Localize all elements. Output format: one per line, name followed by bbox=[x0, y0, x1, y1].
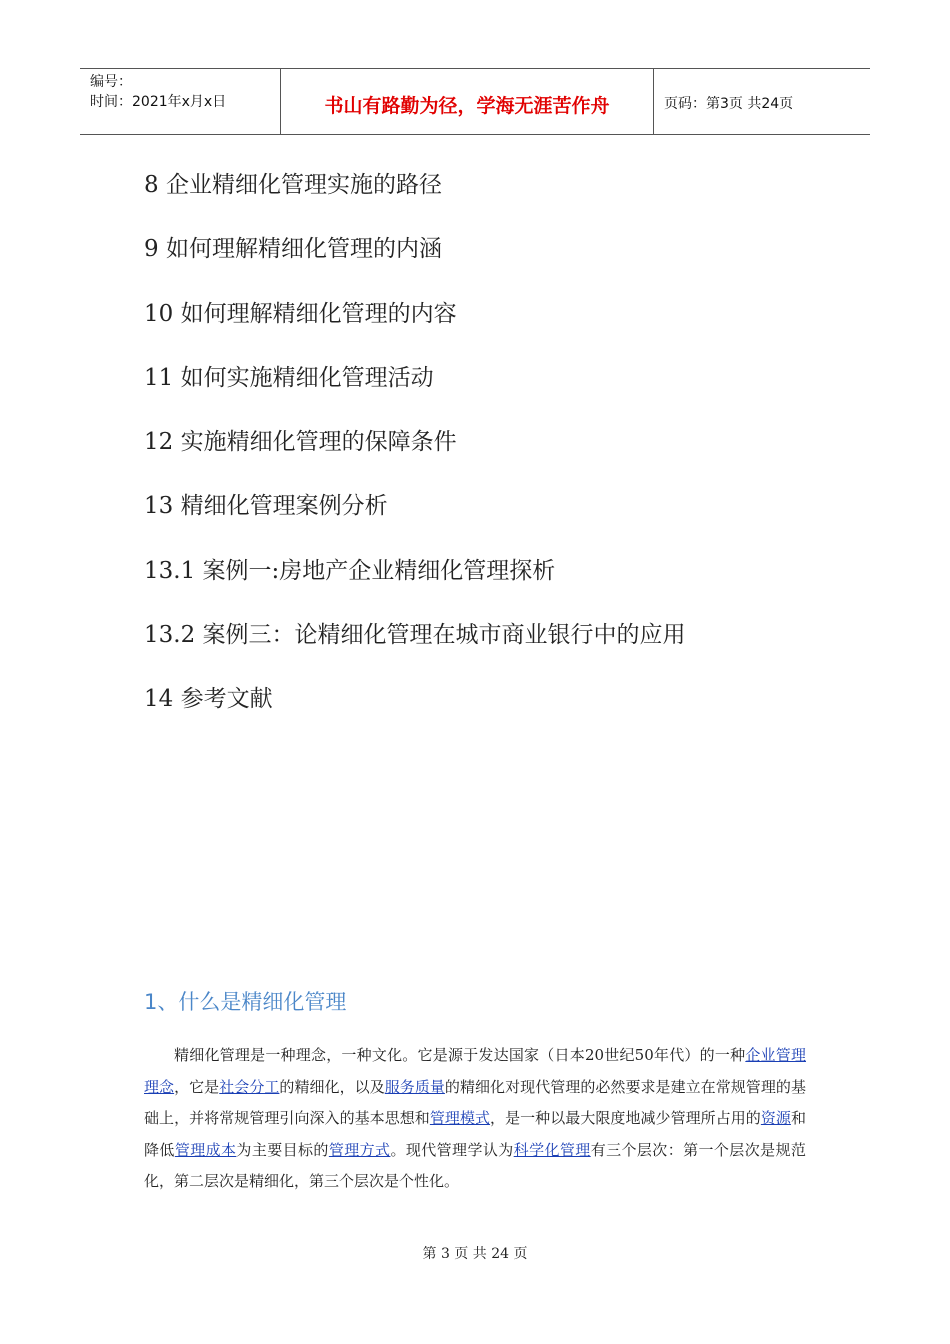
section-heading: 1、什么是精细化管理 bbox=[144, 990, 347, 1014]
header-motto: 书山有路勤为径，学海无涯苦作舟 bbox=[281, 69, 654, 134]
toc-item[interactable]: 9 如何理解精细化管理的内涵 bbox=[144, 236, 442, 263]
text-run: 的精细化，以及 bbox=[279, 1077, 385, 1096]
toc-item[interactable]: 13.2 案例三：论精细化管理在城市商业银行中的应用 bbox=[144, 622, 686, 649]
text-run: ，它是 bbox=[174, 1077, 220, 1096]
link-service-quality[interactable]: 服务质量 bbox=[384, 1077, 445, 1096]
text-run: 为主要目标的 bbox=[236, 1140, 329, 1159]
link-resources[interactable]: 资源 bbox=[760, 1109, 791, 1127]
toc-item[interactable]: 13.1 案例一:房地产企业精细化管理探析 bbox=[144, 557, 556, 584]
link-management-method[interactable]: 管理方式 bbox=[328, 1140, 391, 1159]
body-paragraph bbox=[144, 1040, 806, 1198]
link-management-cost[interactable]: 管理成本 bbox=[174, 1140, 237, 1159]
toc-item[interactable]: 14 参考文献 bbox=[144, 686, 273, 713]
link-social-division-of-labor[interactable]: 社会分工 bbox=[219, 1077, 280, 1096]
toc-item[interactable]: 12 实施精细化管理的保障条件 bbox=[144, 429, 457, 456]
toc-item[interactable]: 10 如何理解精细化管理的内容 bbox=[144, 300, 457, 327]
page-footer: 第 3 页 共 24 页 bbox=[422, 1246, 528, 1262]
header-meta bbox=[80, 69, 281, 134]
link-management-mode[interactable]: 管理模式 bbox=[429, 1109, 491, 1127]
link-enterprise-management-concept[interactable]: 企业管理理念 bbox=[144, 1046, 806, 1096]
toc-item[interactable]: 13 精细化管理案例分析 bbox=[144, 493, 388, 520]
document-date-label: 时间：2021年x月x日 bbox=[90, 94, 227, 110]
text-run: ，是一种以最大限度地减少管理所占用的 bbox=[490, 1109, 761, 1127]
header-page-number: 页码：第3页 共24页 bbox=[664, 95, 794, 112]
table-of-contents bbox=[144, 161, 686, 740]
document-number-label: 编号： bbox=[90, 74, 132, 90]
link-scientific-management[interactable]: 科学化管理 bbox=[513, 1140, 591, 1159]
toc-item[interactable]: 8 企业精细化管理实施的路径 bbox=[144, 172, 442, 198]
toc-item[interactable]: 11 如何实施精细化管理活动 bbox=[144, 364, 434, 391]
text-run: 。现代管理学认为 bbox=[390, 1140, 514, 1159]
text-run: 和降低 bbox=[144, 1109, 806, 1159]
page-header bbox=[80, 68, 870, 135]
text-run: 的精细化对现代管理的必然要求是建立在常规管理的基础上，并将常规管理引向深入的基本思想和 bbox=[144, 1077, 806, 1127]
text-run: 精细化管理是一种理念，一种文化。它是源于发达国家（日本20世纪50年代）的一种 bbox=[174, 1046, 746, 1064]
text-run: 有三个层次：第一个层次是规范化，第二层次是精细化，第三个层次是个性化。 bbox=[144, 1140, 806, 1190]
